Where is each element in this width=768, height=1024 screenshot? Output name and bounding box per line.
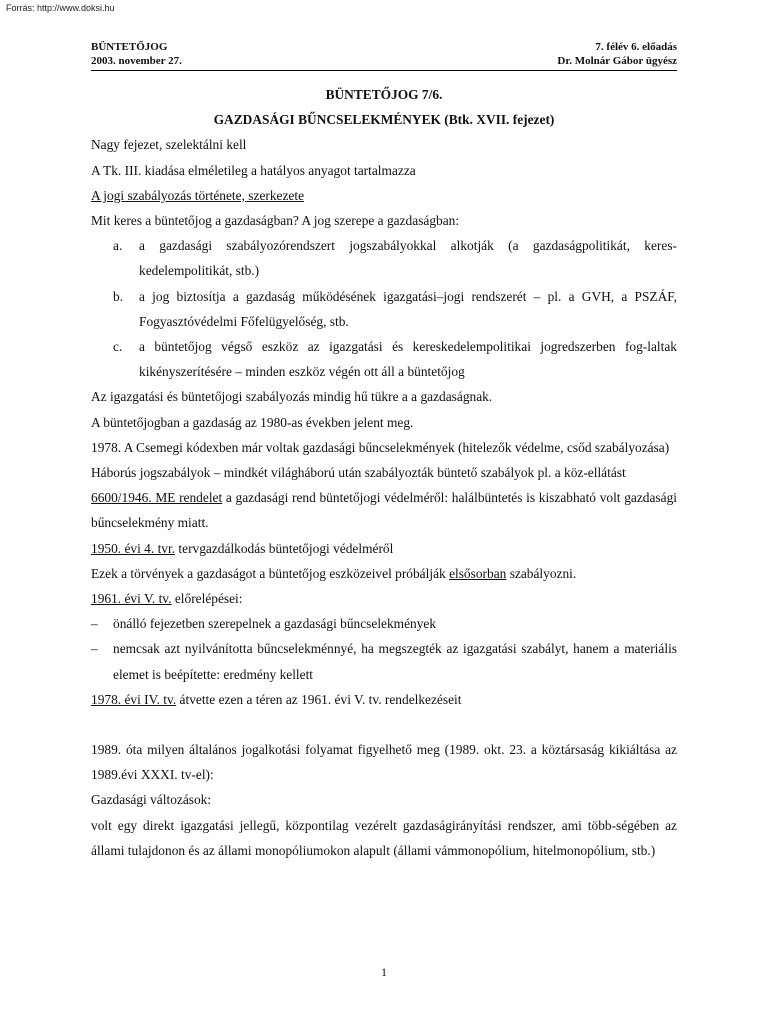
dash-item	[91, 636, 677, 686]
underlined-heading: A jogi szabályozás története, szerkezete	[91, 187, 305, 203]
dash-marker: –	[91, 616, 98, 632]
list-item	[91, 284, 677, 334]
list-text: a jog biztosítja a gazdaság működésének igazgatási–jogi rendszerét – pl. a GVH, a PSZÁF, Fogyasztóvédelmi Főfelügyelőség, stb.	[139, 288, 677, 329]
paragraph-text: szabályozni.	[506, 565, 577, 581]
list-marker: b.	[113, 288, 124, 304]
law-reference: 1950. évi 4. tvr.	[91, 540, 176, 556]
header-date: 2003. november 27.	[91, 55, 182, 67]
paragraph: volt egy direkt igazgatási jellegű, központilag vezérelt gazdaságirányítási rendszer, ami több-ségében az állami tulajdonon és az állami monopóliumokon alapult (állami vámmonopólium, hitelmonopólium, stb.)	[91, 817, 677, 858]
list-marker: a.	[113, 238, 123, 254]
header-left	[91, 40, 182, 68]
paragraph-text: a gazdasági rend büntetőjogi védelméről: halálbüntetés is kiszabható volt gazdasági bűncselekmény miatt.	[91, 490, 677, 531]
paragraph: Az igazgatási és büntetőjogi szabályozás mindig hű tükre a a gazdaságnak.	[91, 389, 493, 405]
list-marker: c.	[113, 339, 123, 355]
law-reference: 1978. évi IV. tv.	[91, 691, 177, 707]
blank-line	[91, 712, 677, 737]
paragraph	[91, 536, 677, 561]
list-text: a büntetőjog végső eszköz az igazgatási és kereskedelempolitikai jogredszerben fog-laltak kikényszerítésére – minden eszköz végén ott áll a büntetőjog	[139, 339, 677, 380]
list-item	[91, 334, 677, 384]
paragraph	[91, 561, 677, 586]
chapter-title: GAZDASÁGI BŰNCSELEKMÉNYEK (Btk. XVII. fejezet)	[213, 112, 555, 128]
paragraph: Gazdasági változások:	[91, 792, 212, 808]
paragraph: A büntetőjogban a gazdaság az 1980-as években jelent meg.	[91, 414, 414, 430]
paragraph-text: Ezek a törvények a gazdaságot a büntetőjog eszközeivel próbálják	[91, 565, 450, 581]
paragraph: A Tk. III. kiadása elméletileg a hatályos anyagot tartalmazza	[91, 162, 416, 178]
dash-marker: –	[91, 641, 98, 657]
paragraph	[91, 586, 677, 611]
paragraph-text: tervgazdálkodás büntetőjogi védelméről	[175, 540, 394, 556]
paragraph: Nagy fejezet, szelektálni kell	[91, 137, 247, 153]
header-lecturer: Dr. Molnár Gábor ügyész	[557, 55, 677, 67]
document-body	[91, 82, 677, 863]
dash-text: önálló fejezetben szerepelnek a gazdasági bűncselekmények	[113, 616, 437, 632]
document-title: BÜNTETŐJOG 7/6.	[325, 87, 443, 102]
header-right	[557, 40, 677, 68]
list-item	[91, 233, 677, 283]
paragraph	[91, 485, 677, 535]
underlined-word: elsősorban	[449, 565, 507, 581]
paragraph-text: átvette ezen a téren az 1961. évi V. tv. rendelkezéseit	[176, 691, 462, 707]
paragraph-text: előrelépései:	[171, 591, 243, 607]
paragraph	[91, 687, 677, 712]
list-text: a gazdasági szabályozórendszert jogszabályokkal alkotják (a gazdaságpolitikát, keres-kedelempolitikát, stb.)	[139, 238, 677, 279]
header-course: BÜNTETŐJOG	[91, 41, 168, 53]
dash-item	[91, 611, 677, 636]
paragraph: 1978. A Csemegi kódexben már voltak gazdasági bűncselekmények (hitelezők védelme, csőd szabályozása)	[91, 439, 670, 455]
law-reference: 6600/1946. ME rendelet	[91, 490, 223, 506]
source-note: Forrás: http://www.doksi.hu	[6, 3, 115, 13]
header-lecture: 7. félév 6. előadás	[595, 41, 677, 53]
section-heading	[91, 183, 677, 208]
dash-text: nemcsak azt nyilvánította bűncselekménnyé, ha megszegték az igazgatási szabályt, hanem a materiális elemet is beépítette: eredmény kellett	[113, 641, 677, 682]
paragraph: 1989. óta milyen általános jogalkotási folyamat figyelhető meg (1989. okt. 23. a köztársaság kikiáltása az 1989.évi XXXI. tv-el):	[91, 742, 677, 783]
page-number: 1	[381, 965, 387, 979]
paragraph: Háborús jogszabályok – mindkét világháború után szabályozták büntető szabályok pl. a köz-ellátást	[91, 465, 626, 481]
page-header	[91, 40, 677, 71]
law-reference: 1961. évi V. tv.	[91, 591, 172, 607]
paragraph: Mit keres a büntetőjog a gazdaságban? A jog szerepe a gazdaságban:	[91, 213, 460, 229]
